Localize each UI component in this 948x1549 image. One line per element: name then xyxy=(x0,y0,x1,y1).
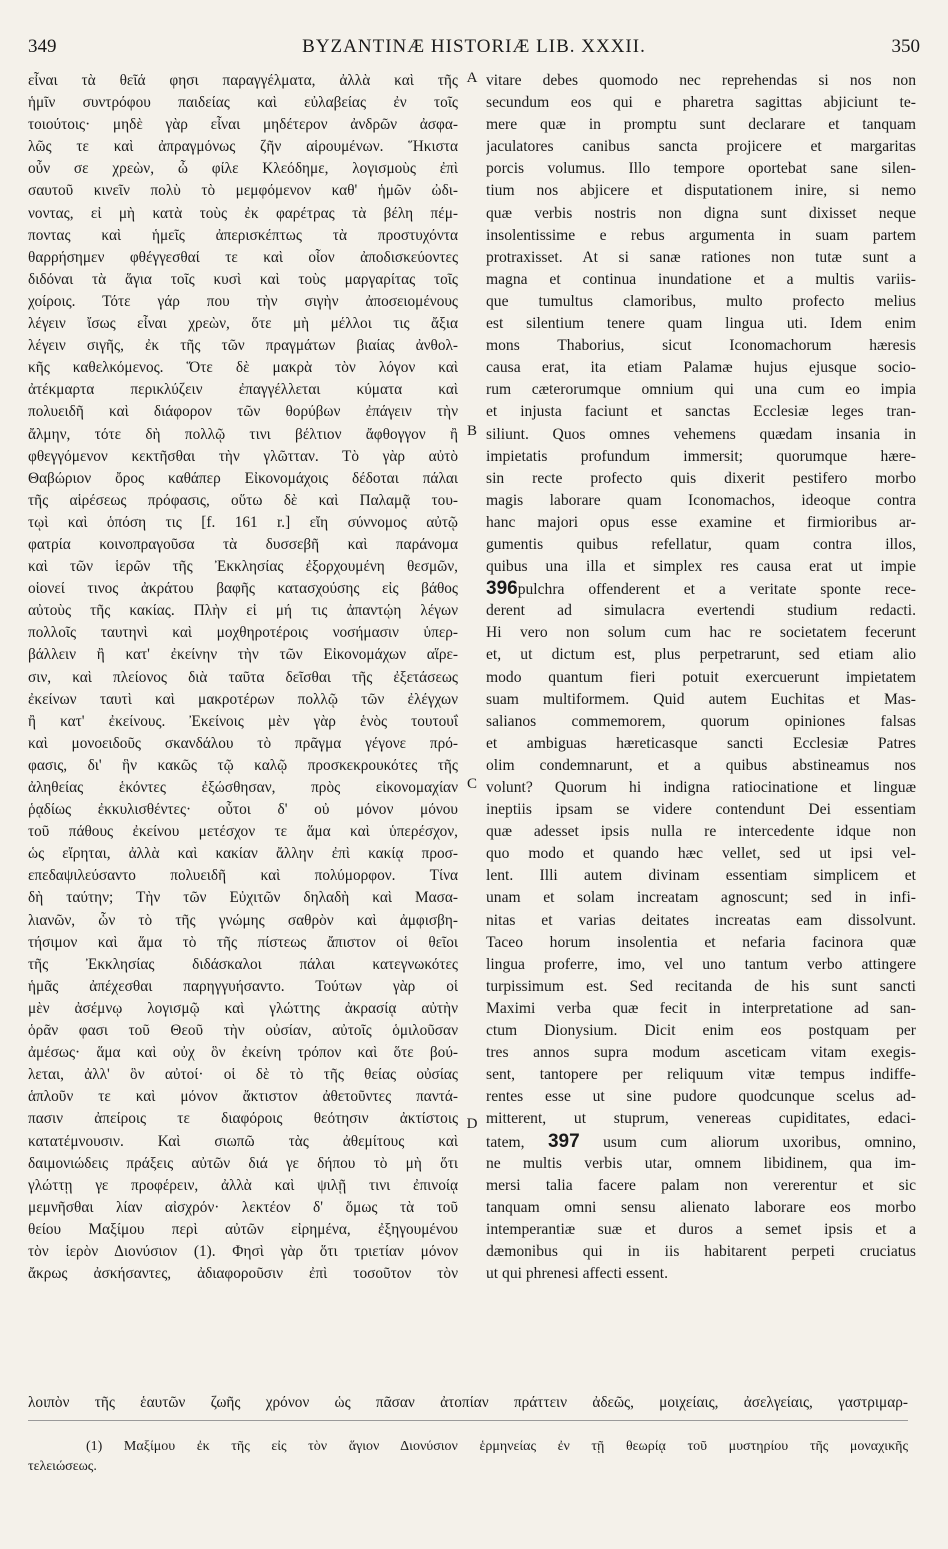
latin-line: mere quæ in promptu sunt declarare et tanquam xyxy=(486,116,916,134)
inline-page-number: 397 xyxy=(547,1130,580,1152)
greek-line: σιν, καὶ πλείονος διὰ ταῦτα δεῖσθαι τῆς ἐξετάσεως xyxy=(28,668,458,686)
latin-line: mitterent, ut stuprum, venereas cupiditates, edaci- xyxy=(486,1110,916,1128)
latin-line: sent, tantopere per reliquum vitæ tempus indiffe- xyxy=(486,1066,916,1084)
latin-line: est silentium tenere quam lingua uti. Idem enim xyxy=(486,315,916,333)
greek-line: ἢ κατ' ἐκείνους. Ἐκείνοις μὲν γὰρ ἑνὸς τουτουΐ xyxy=(28,712,458,730)
greek-line: θαρρήσημεν φθέγγεσθαί τε καὶ οἷον ἀποδισκεύοντες xyxy=(28,248,458,266)
greek-line: φατρία κοινοπραγοῦσα τὰ δυσσεβῆ καὶ παράνομα xyxy=(28,535,458,553)
greek-line: ἄλμην, τότε δὴ πολλῷ τινι βέλτιον ἄφθογγον ἢ xyxy=(28,425,458,443)
page-number-right: 350 xyxy=(891,36,920,57)
greek-line: μὲν ἀσέμνῳ λογισμῷ καὶ γλώττης ἀκρασίᾳ αὐτὴν xyxy=(28,999,458,1017)
latin-line: insolentissime e rebus argumenta in suam partem xyxy=(486,226,916,244)
greek-line: ἀτέκμαρτα περικλύζειν ἐπαγγέλλεται κύματα καὶ xyxy=(28,381,458,399)
latin-column xyxy=(486,70,916,1285)
greek-line: Θαβώριον ὄρος καθάπερ Εἰκονομάχοις δέδοται πάλαι xyxy=(28,469,458,487)
greek-line: οἱονεί τινος ἀκράτου βαφῆς κατασχούσης εἰς βάθος xyxy=(28,580,458,598)
greek-line: ποντας καὶ ἡμεῖς ἀπερισκέπτως τὰ προστυχόντα xyxy=(28,226,458,244)
latin-line: dæmonibus qui in iis habitarent perpeti cruciatus xyxy=(486,1242,916,1260)
greek-line: τοῦ πάθους ἐκείνου μετέσχον τε ἅμα καὶ ὑπερέσχον, xyxy=(28,823,458,841)
latin-line: Maximi verba quæ fecit in interpretatione ad san- xyxy=(486,999,916,1017)
greek-line: λιανῶν, ὧν τὸ τῆς γνώμης σαθρὸν καὶ ἀμφισβη- xyxy=(28,911,458,929)
greek-line: λῶς τε καὶ ἀπραγμόνως ζῆν αἱρουμένων. Ἥκιστα xyxy=(28,138,458,156)
latin-line: mons Thaborius, sicut Iconomachorum hæresis xyxy=(486,337,916,355)
latin-line: quo modo et quando hæc vellet, sed ut ipsi vel- xyxy=(486,845,916,863)
footnote-rule xyxy=(28,1420,908,1421)
latin-line: suam multiformem. Quid autem Euchitas et Mas- xyxy=(486,690,916,708)
margin-mark-a: A xyxy=(466,70,478,86)
greek-line: διδόναι τὰ ἅγια τοῖς κυσὶ καὶ τοὺς μαργαρίτας τοῖς xyxy=(28,270,458,288)
latin-line: lent. Illi autem divinam essentiam simplicem et xyxy=(486,867,916,885)
latin-line: quæ verbis nostris non digna sunt dixisset neque xyxy=(486,204,916,222)
greek-line: γλώττῃ γε προφέρειν, ἀλλὰ καὶ ψιλῇ τινι ἐπινοίᾳ xyxy=(28,1176,458,1194)
latin-line: ne multis verbis utar, omnem libidinem, qua im- xyxy=(486,1154,916,1172)
latin-line: tres annos supra modum asceticam vitam exegis- xyxy=(486,1044,916,1062)
latin-line: ut qui phrenesi affecti essent. xyxy=(486,1265,669,1283)
greek-line: πολυειδῆ καὶ διάφορον τῶν θορύβων ἐπάγειν τὴν xyxy=(28,403,458,421)
greek-line: ὁρᾶν φασι τοῦ Θεοῦ τὴν οὐσίαν, αὐτοῖς ὁμιλοῦσαν xyxy=(28,1022,458,1040)
latin-line: gumentis quibus refellatur, quam contra illos, xyxy=(486,535,916,553)
latin-line: quæ adesset ipsis nulla re intercedente idque non xyxy=(486,823,916,841)
latin-line: que tumultus clamoribus, multo profecto melius xyxy=(486,292,916,310)
greek-line: λέγειν σιγῆς, ἐκ τῆς τῶν πραγμάτων βιαίας ἀνθολ- xyxy=(28,337,458,355)
running-title: BYZANTINÆ HISTORIÆ LIB. XXXII. xyxy=(302,36,646,57)
greek-line: ἐκείνων ταυτὶ καὶ μακροτέρων πολλῷ τῶν ἐλέγχων xyxy=(28,690,458,708)
greek-line: καὶ τῶν ἱερῶν τῆς Ἐκκλησίας ἐξορχουμένη θεσμῶν, xyxy=(28,558,458,576)
greek-line: μεμνῆσθαι λίαν αἰσχρόν· λεκτέον δ' ὅμως τὰ τοῦ xyxy=(28,1198,458,1216)
greek-line: τῆς αἱρέσεως πρόφασις, οὕτω δὲ καὶ Παλαμᾷ του- xyxy=(28,491,458,509)
greek-line: ὡς εἴρηται, ἀλλὰ καὶ κακίαν ἄλλην ἐπὶ κακίᾳ προσ- xyxy=(28,845,458,863)
greek-line: βάλλειν ἢ κατ' ἐκείνην τὴν τῶν Εἰκονομάχων αἵρε- xyxy=(28,646,458,664)
latin-line: protraxisset. At si sanæ rationes non tutæ sunt a xyxy=(486,248,916,266)
latin-line: rum cæterorumque omnium qui una cum eo impia xyxy=(486,381,916,399)
greek-line: φθεγγόμενον κεκτῆσθαι τὴν γλῶτταν. Τὸ γὰρ αὐτὸ xyxy=(28,447,458,465)
greek-line: επεδαψιλεύσαντο πολυειδῆ καὶ πολύμορφον. Τίνα xyxy=(28,867,458,885)
greek-line: ἡμᾶς ἀπέχεσθαι παρηγγυήσαντο. Τούτων γὰρ οἱ xyxy=(28,977,458,995)
latin-line: ineptiis ipsam se videre contendunt Dei essentiam xyxy=(486,801,916,819)
latin-line: magna et continua inundatione et a multis variis- xyxy=(486,270,916,288)
greek-line: ἀληθείας ἑκόντες ἐξώσθησαν, πρὸς εἰκονομαχίαν xyxy=(28,779,458,796)
margin-mark-b: B xyxy=(466,423,477,439)
running-header xyxy=(28,36,920,66)
latin-line: Hi vero non solum cum hac re societatem fecerunt xyxy=(486,624,916,642)
latin-line: tium nos abjicere et disputationem inire, si nemo xyxy=(486,182,916,200)
greek-line: λέγειν ἴσως εἶναι χρεὼν, ὅτε μὴ μέλλοι τις ἄξια xyxy=(28,315,458,333)
greek-line: χοίροις. Τότε γάρ που τὴν σιγὴν ἀποσειομένους xyxy=(28,292,458,310)
greek-line: θείου Μαξίμου περὶ αὐτῶν εἰρημένα, ἐξηγουμένου xyxy=(28,1220,458,1238)
latin-line: tatem, 397 usum cum aliorum uxoribus, omnino, xyxy=(486,1130,916,1152)
latin-line: mersi talia facere palam non vererentur et sic xyxy=(486,1176,916,1194)
latin-line: unam et solam increatam agnoscunt; sed in infi- xyxy=(486,889,916,907)
greek-line: πολλοῖς ταυτηνὶ καὶ μοχθηροτέροις νοσήμασιν ὑπερ- xyxy=(28,624,458,642)
greek-line: δὴ ταύτην; Τὴν τῶν Εὐχιτῶν δηλαδὴ καὶ Μασα- xyxy=(28,889,458,907)
latin-line: tanquam omni sensu alienato laborare eos morbo xyxy=(486,1198,916,1216)
greek-line: ἁπλοῦν τε καὶ μόνον ἄκτιστον ἀθετοῦντες παντά- xyxy=(28,1088,458,1106)
greek-line: τῳὶ καὶ ὁπόση τις [f. 161 r.] εἴη σύννομος αὐτῷ xyxy=(28,513,458,531)
greek-line: τὸν ἱερὸν Διονύσιον (1). Φησὶ γὰρ ὅτι τριετίαν μόνον xyxy=(28,1242,458,1260)
latin-line: Taceo horum insolentia et nefaria facinora quæ xyxy=(486,933,916,951)
full-width-line: λοιπὸν τῆς ἑαυτῶν ζωῆς χρόνον ὡς πᾶσαν ἀτοπίαν πράττειν ἀδεῶς, μοιχείαις, ἀσελγείαις, γαστριμαρ- xyxy=(28,1394,908,1411)
latin-line: volunt? Quorum hi indigna ratiocinatione et linguæ xyxy=(486,779,916,796)
latin-line: 396pulchra offenderent et a veritate sponte rece- xyxy=(486,578,916,600)
footnote-line: τελειώσεως. xyxy=(28,1459,97,1474)
greek-line: τῆς Ἐκκλησίας διδάσκαλοι πάλαι κατεγνωκότες xyxy=(28,955,458,973)
latin-line: sin recte profecto quis dixerit pestifero morbo xyxy=(486,469,916,487)
latin-line: et, ut dictum est, plus perpetrarunt, sed etiam alio xyxy=(486,646,916,664)
page-number-left: 349 xyxy=(28,36,57,57)
footnote xyxy=(28,1437,908,1477)
latin-line: derent ad simulacra evertendi studium redacti. xyxy=(486,602,916,620)
inline-page-number: 396 xyxy=(486,578,518,600)
latin-line: vitare debes quomodo nec reprehendas si nos non xyxy=(486,72,916,89)
latin-line: siliunt. Quos omnes vehemens quædam insania in xyxy=(486,425,916,443)
latin-line: secundum eos qui e pharetra sagittas abjiciunt te- xyxy=(486,94,916,112)
latin-line: porcis volumus. Illo tempore oportebat sane silen- xyxy=(486,160,916,178)
latin-line: quibus una illa et simplex res causa erat ut impie xyxy=(486,558,916,576)
greek-line: αὐτοὺς τῆς κακίας. Πλὴν εἰ μή τις ἀπαντῴη λέγων xyxy=(28,602,458,620)
latin-line: lingua proferre, imo, vel uno tantum verbo attingere xyxy=(486,955,916,973)
latin-line: turpissimum est. Sed recitanda de his sunt sancti xyxy=(486,977,916,995)
latin-line: hanc majori opus esse examine et firmioribus ar- xyxy=(486,513,916,531)
margin-mark-d: D xyxy=(466,1116,478,1132)
latin-line: nitas et varias deitates increatas eam dissolvunt. xyxy=(486,911,916,929)
greek-line: τοιούτοις· μηδὲ γὰρ εἶναι μηδέτερον ἀνδρῶν ἀσφα- xyxy=(28,116,458,134)
greek-line: λεται, ἀλλ' ὃν αὐτοί· οἱ δὲ τὸ τῆς θείας οὐσίας xyxy=(28,1066,458,1084)
footnote-line: (1) Μαξίμου ἐκ τῆς εἰς τὸν ἅγιον Διονύσιον ἑρμηνείας ἐν τῇ θεωρίᾳ τοῦ μυστηρίου τῆς μοναχικῆς xyxy=(86,1439,908,1454)
greek-line: πασιν ἀπείροις τε διαφόροις θεότησιν ἀκτίστοις xyxy=(28,1110,458,1128)
latin-line: rentes esse ut sine pudore quodcunque scelus ad- xyxy=(486,1088,916,1106)
latin-line: et injusta faciunt et sanctas Ecclesiæ leges tran- xyxy=(486,403,916,421)
greek-line: εἶναι τὰ θεῖά φησι παραγγέλματα, ἀλλὰ καὶ τῆς xyxy=(28,72,458,89)
greek-line: ἡμῖν συντρόφου παιδείας καὶ εὐλαβείας ἐν τοῖς xyxy=(28,94,458,112)
greek-line: ἀμέσως· ἅμα καὶ οὐχ ὃν ἐκείνη τρόπον καὶ ὅτε βού- xyxy=(28,1044,458,1062)
greek-line: ἄκρως ἀσκήσαντες, ἀδιαφοροῦσιν ἐπὶ τοσοῦτον τὸν xyxy=(28,1265,458,1283)
latin-line: ctum Dionysium. Dicit enim eos postquam per xyxy=(486,1022,916,1040)
greek-line: σαυτοῦ κινεῖν πολὺ τὸ μεμφόμενον καθ' ἡμῶν ὠδι- xyxy=(28,182,458,200)
greek-line: κατατέμνουσιν. Καὶ σιωπῶ τὰς ἀθεμίτους καὶ xyxy=(28,1132,458,1150)
greek-line: νοντας, εἰ μὴ κατὰ τοὺς ἐκ φαρέτρας τὰ βέλη πέμ- xyxy=(28,204,458,222)
latin-line: impietatis profundum immersit; quorumque hære- xyxy=(486,447,916,465)
greek-column xyxy=(28,70,458,1285)
latin-line: causa erat, ita etiam Palamæ hujus ejusque socio- xyxy=(486,359,916,377)
greek-line: κῆς καθελκόμενος. Ὅτε δὲ μακρὰ τὸν λόγον καὶ xyxy=(28,359,458,377)
greek-line: καὶ μονοειδοῦς σκανδάλου τὸ πρᾶγμα γέγονε πρό- xyxy=(28,734,458,752)
greek-line: φασις, δι' ἣν κακῶς τῷ καλῷ προσκεκρουκότες τῆς xyxy=(28,756,458,774)
latin-line: intemperantiæ suæ et duros a semet ipsis et a xyxy=(486,1220,916,1238)
latin-line: modo quantum fieri potuit exercuerunt impietatem xyxy=(486,668,916,686)
greek-line: οὖν σε χρεὼν, ὦ φίλε Κλεόδημε, λογισμοὺς ἐπὶ xyxy=(28,160,458,178)
greek-line: τήσιμον καὶ ἅμα τὸ τῆς πίστεως ἄπιστον οἱ θεῖοι xyxy=(28,933,458,951)
latin-line: olim condemnarunt, et a quibus abstineamus nos xyxy=(486,756,916,774)
margin-mark-c: C xyxy=(466,776,477,792)
greek-line: ῥᾳδίως ἐκκυλισθέντες· οὗτοι δ' οὐ μόνον μόνου xyxy=(28,801,458,819)
greek-line: δαιμονιώδεις πράξεις αὐτῶν διά γε δήπου τὸ μὴ ὅτι xyxy=(28,1154,458,1172)
latin-line: salianos commemorem, quorum opiniones falsas xyxy=(486,712,916,730)
latin-line: magis laborare quam Iconomachos, ideoque contra xyxy=(486,491,916,509)
latin-line: jaculatores canibus sancta projicere et margaritas xyxy=(486,138,916,156)
latin-line: et ambiguas hæreticasque sancti Ecclesiæ Patres xyxy=(486,734,916,752)
